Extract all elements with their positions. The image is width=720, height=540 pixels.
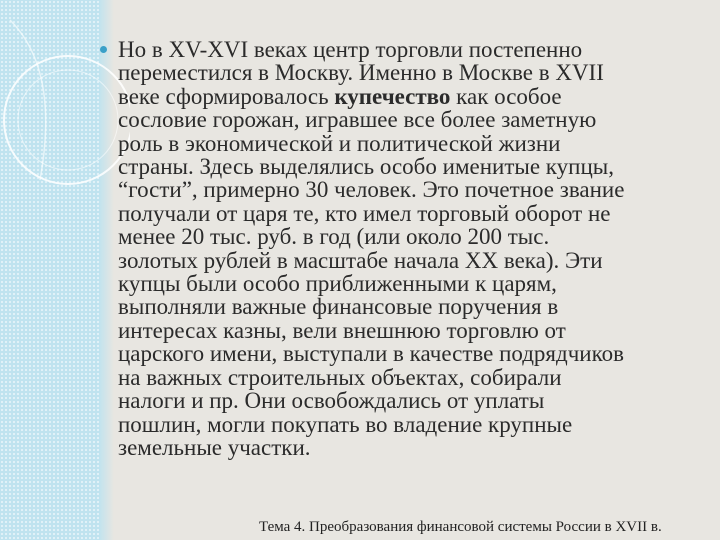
text-line: переместился в Москву. Именно в Москве в XVII [118, 60, 604, 86]
text-line: сословие горожан, игравшее все более заметную [118, 107, 597, 133]
text-line: Но в XV-XVI веках центр торговли постепенно [118, 37, 583, 62]
circle-ornament-icon [0, 0, 130, 230]
text-line: менее 20 тыс. руб. в год (или около 200 тыс. [118, 224, 550, 250]
text-line [118, 85, 703, 108]
slide-footer: Тема 4. Преобразования финансовой системы России в XVII в. [259, 519, 662, 535]
text-line: интересах казны, вели внешнюю торговлю от [118, 317, 566, 343]
bullet-dot-icon [100, 46, 107, 53]
text-line: получали от царя те, кто имел торговый оборот не [118, 200, 611, 226]
text-fragment: веке сформировалось [118, 83, 335, 109]
highlighted-term: купечество [334, 83, 451, 109]
slide-body-text [118, 38, 703, 459]
text-line: роль в экономической и политической жизни [118, 130, 561, 156]
text-line: на важных строительных объектах, собирали [118, 364, 562, 390]
text-line: страны. Здесь выделялись особо именитые купцы, [118, 154, 614, 180]
text-fragment: как особое [450, 83, 562, 109]
text-line: выполняли важные финансовые поручения в [118, 294, 559, 320]
text-line: золотых рублей в масштабе начала XX века). Эти [118, 247, 603, 273]
text-line: царского имени, выступали в качестве подрядчиков [118, 341, 624, 367]
text-line: земельные участки. [118, 434, 311, 460]
text-line: налоги и пр. Они освобождались от уплаты [118, 388, 545, 414]
text-line: “гости”, примерно 30 человек. Это почетное звание [118, 177, 625, 203]
text-line: пошлин, могли покупать во владение крупные [118, 411, 573, 437]
text-line: купцы были особо приближенными к царям, [118, 271, 557, 297]
